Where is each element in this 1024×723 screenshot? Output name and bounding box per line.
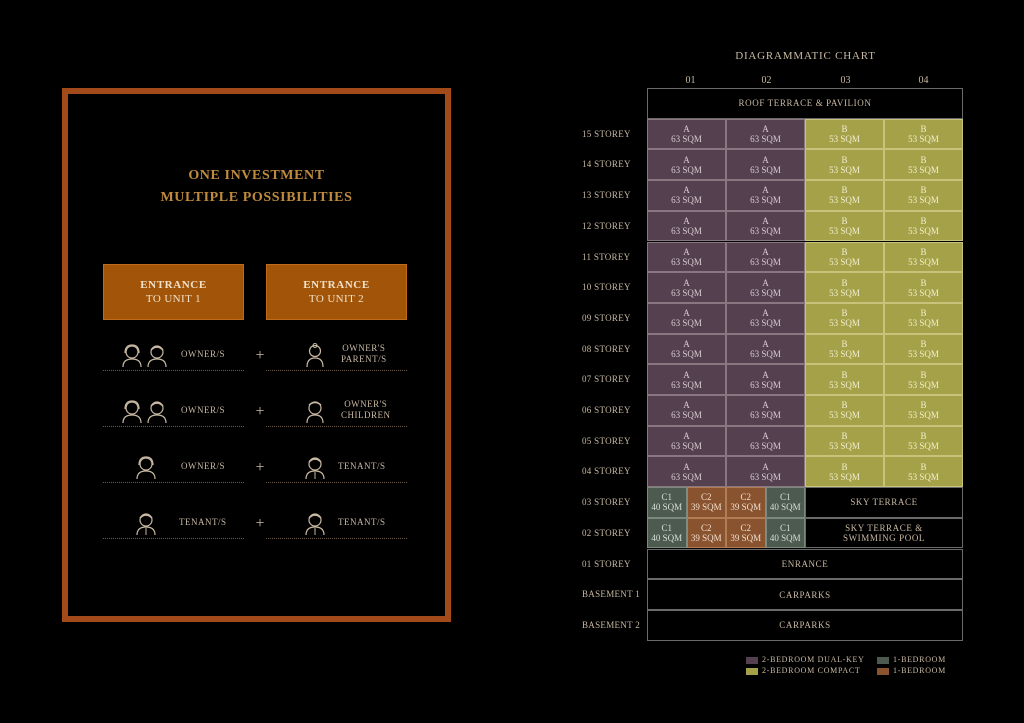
unit-type: A (683, 431, 690, 442)
unit-size: 63 SQM (750, 410, 781, 421)
unit-type: B (920, 154, 927, 165)
unit-cell-a (726, 242, 805, 273)
storey-label: 11 STOREY (582, 251, 631, 262)
unit-size: 39 SQM (730, 502, 762, 513)
unit-type: A (683, 216, 690, 227)
unit-cell-b (805, 426, 884, 457)
row-1-right (266, 341, 407, 371)
unit-size: 53 SQM (829, 410, 860, 421)
storey-label: 01 STOREY (582, 558, 631, 569)
entrance-unit-1 (103, 264, 244, 320)
row-2-right-label-2: CHILDREN (341, 410, 391, 420)
unit-cell-b (884, 395, 963, 426)
legend-item-1-bedroom-brown (877, 665, 946, 676)
unit-cell-b (805, 303, 884, 334)
unit-size: 40 SQM (769, 502, 801, 513)
unit-size: 39 SQM (730, 533, 762, 544)
row-1-left (103, 341, 244, 371)
storey-label: 02 STOREY (582, 527, 631, 538)
elderly-person-icon (304, 343, 326, 367)
legend-swatch-dual-key (746, 657, 758, 664)
tenant-person-icon (304, 455, 326, 479)
storey-label: 13 STOREY (582, 190, 631, 201)
unit-type: B (841, 431, 848, 442)
unit-size: 63 SQM (671, 441, 702, 452)
unit-cell-b (884, 364, 963, 395)
unit-size: 63 SQM (750, 256, 781, 267)
legend-item-1-bedroom-green (877, 654, 946, 665)
unit-size: 53 SQM (829, 379, 860, 390)
male-person-icon (146, 399, 168, 423)
column-label-02: 02 (761, 75, 772, 86)
unit-size: 63 SQM (750, 471, 781, 482)
legend-item-dual-key (746, 654, 865, 665)
unit-type: B (841, 124, 848, 135)
row-4-left (103, 509, 244, 539)
common-area-cell (805, 487, 963, 518)
unit-cell-b (884, 149, 963, 180)
unit-type: A (762, 431, 769, 442)
unit-size: 63 SQM (671, 471, 702, 482)
unit-type: C1 (661, 523, 672, 534)
unit-size: 63 SQM (750, 348, 781, 359)
storey-label: 10 STOREY (582, 282, 631, 293)
common-area-label: SKY TERRACE (850, 497, 918, 508)
unit-type: B (841, 369, 848, 380)
unit-cell-a (726, 211, 805, 242)
unit-type: A (762, 369, 769, 380)
unit-cell-a (726, 456, 805, 487)
unit-size: 53 SQM (908, 195, 939, 206)
unit-cell-a (647, 334, 726, 365)
common-area-label: SKY TERRACE & (845, 523, 923, 534)
column-label-04: 04 (918, 75, 929, 86)
unit-cell-a (726, 180, 805, 211)
unit-cell-c1 (647, 487, 687, 518)
entrance-2-title: ENTRANCE (303, 279, 370, 291)
unit-cell-a (726, 149, 805, 180)
unit-size: 63 SQM (671, 195, 702, 206)
unit-type: B (841, 246, 848, 257)
unit-cell-a (647, 242, 726, 273)
unit-size: 53 SQM (908, 410, 939, 421)
unit-type: B (920, 246, 927, 257)
unit-cell-a (726, 426, 805, 457)
unit-type: B (920, 216, 927, 227)
female-person-icon (135, 455, 157, 479)
unit-cell-b (884, 211, 963, 242)
row-1-right-label (341, 343, 387, 365)
unit-type: A (762, 277, 769, 288)
common-area-cell (647, 88, 963, 119)
row-1-right-label-2: PARENT/S (341, 354, 387, 364)
unit-type: A (762, 400, 769, 411)
entrance-2-sub: TO UNIT 2 (308, 293, 365, 305)
unit-size: 53 SQM (908, 287, 939, 298)
unit-size: 63 SQM (750, 134, 781, 145)
legend-swatch-compact (746, 668, 758, 675)
unit-cell-a (647, 395, 726, 426)
unit-cell-b (805, 180, 884, 211)
unit-type: A (683, 400, 690, 411)
entrance-1-title: ENTRANCE (140, 279, 207, 291)
storey-label: 15 STOREY (582, 128, 631, 139)
row-1-right-label-1: OWNER'S (342, 343, 386, 353)
unit-type: B (841, 308, 848, 319)
unit-type: C1 (661, 492, 672, 503)
storey-label: 12 STOREY (582, 220, 631, 231)
unit-size: 63 SQM (671, 318, 702, 329)
unit-cell-a (647, 119, 726, 150)
unit-type: B (920, 431, 927, 442)
unit-size: 63 SQM (671, 226, 702, 237)
unit-size: 39 SQM (690, 533, 722, 544)
unit-type: C2 (740, 523, 751, 534)
unit-size: 53 SQM (908, 441, 939, 452)
unit-type: B (920, 277, 927, 288)
unit-size: 63 SQM (750, 379, 781, 390)
unit-size: 53 SQM (908, 256, 939, 267)
building-grid (647, 88, 963, 641)
legend-label-1-bedroom-green: 1-BEDROOM (893, 655, 946, 664)
legend-swatch-1-bedroom-green (877, 657, 889, 664)
unit-cell-a (647, 303, 726, 334)
unit-type: B (841, 400, 848, 411)
row-2-right-label-1: OWNER'S (344, 399, 388, 409)
unit-type: A (762, 246, 769, 257)
legend-swatch-1-bedroom-brown (877, 668, 889, 675)
row-2-left (103, 397, 244, 427)
storey-label: BASEMENT 1 (582, 589, 641, 600)
unit-type: A (683, 124, 690, 135)
unit-type: B (920, 338, 927, 349)
legend-item-compact (746, 665, 865, 676)
column-label-01: 01 (685, 75, 696, 86)
headline-line-1: ONE INVESTMENT (188, 168, 325, 183)
unit-size: 53 SQM (829, 134, 860, 145)
unit-type: B (920, 369, 927, 380)
unit-type: B (841, 154, 848, 165)
unit-cell-a (726, 119, 805, 150)
legend-label-dual-key: 2-BEDROOM DUAL-KEY (762, 655, 865, 664)
unit-type: A (683, 308, 690, 319)
unit-type: A (683, 338, 690, 349)
unit-cell-a (726, 334, 805, 365)
unit-size: 40 SQM (651, 502, 683, 513)
unit-cell-b (805, 149, 884, 180)
unit-size: 63 SQM (750, 164, 781, 175)
unit-type: B (841, 461, 848, 472)
unit-cell-b (805, 334, 884, 365)
entrance-unit-2 (266, 264, 407, 320)
unit-type: B (920, 124, 927, 135)
row-2-right-label (341, 399, 391, 421)
unit-type: A (762, 216, 769, 227)
unit-size: 53 SQM (908, 318, 939, 329)
plus-sign: + (255, 347, 265, 364)
unit-cell-b (884, 426, 963, 457)
unit-type: A (762, 185, 769, 196)
unit-type: B (920, 400, 927, 411)
unit-cell-b (884, 180, 963, 211)
unit-size: 63 SQM (671, 348, 702, 359)
unit-size: 63 SQM (750, 287, 781, 298)
unit-cell-a (726, 395, 805, 426)
common-area-label: CARPARKS (779, 620, 831, 631)
unit-type: A (762, 461, 769, 472)
unit-cell-a (647, 211, 726, 242)
row-2-right (266, 397, 407, 427)
unit-cell-b (884, 242, 963, 273)
unit-cell-a (647, 364, 726, 395)
unit-size: 63 SQM (750, 318, 781, 329)
unit-size: 63 SQM (750, 226, 781, 237)
unit-type: C1 (779, 492, 791, 503)
row-4-right-label: TENANT/S (338, 517, 386, 527)
unit-cell-b (884, 303, 963, 334)
unit-size: 53 SQM (829, 471, 860, 482)
common-area-label-2: SWIMMING POOL (842, 533, 926, 544)
unit-size: 53 SQM (829, 226, 860, 237)
row-4-left-label: TENANT/S (179, 517, 227, 527)
unit-cell-b (884, 119, 963, 150)
unit-size: 39 SQM (690, 502, 722, 513)
column-label-03: 03 (840, 75, 851, 86)
unit-size: 53 SQM (829, 195, 860, 206)
row-1-left-label: OWNER/S (181, 349, 225, 359)
unit-size: 53 SQM (829, 441, 860, 452)
unit-cell-c2 (726, 487, 766, 518)
unit-size: 53 SQM (908, 471, 939, 482)
unit-size: 63 SQM (671, 134, 702, 145)
plus-sign: + (255, 403, 265, 420)
unit-cell-b (805, 456, 884, 487)
unit-type: B (841, 338, 848, 349)
female-person-icon (121, 343, 143, 367)
unit-type: A (683, 369, 690, 380)
unit-cell-a (726, 364, 805, 395)
row-3-left-label: OWNER/S (181, 461, 225, 471)
unit-type: C2 (700, 523, 712, 534)
unit-type: A (683, 185, 690, 196)
row-3-right (266, 453, 407, 483)
unit-cell-b (805, 364, 884, 395)
unit-size: 40 SQM (651, 533, 683, 544)
unit-type: A (762, 154, 769, 165)
unit-size: 53 SQM (908, 134, 939, 145)
unit-type: B (920, 461, 927, 472)
storey-label: 03 STOREY (582, 497, 631, 508)
chart-title: DIAGRAMMATIC CHART (735, 50, 876, 62)
unit-size: 53 SQM (908, 348, 939, 359)
possibilities-panel (62, 88, 451, 622)
unit-cell-c1 (766, 487, 806, 518)
unit-size: 63 SQM (671, 410, 702, 421)
unit-cell-c1 (647, 518, 687, 549)
row-2-left-label: OWNER/S (181, 405, 225, 415)
unit-type: A (683, 154, 690, 165)
legend-label-1-bedroom-brown: 1-BEDROOM (893, 666, 946, 675)
unit-cell-b (805, 395, 884, 426)
unit-type: A (683, 277, 690, 288)
unit-size: 63 SQM (671, 379, 702, 390)
unit-type: B (920, 308, 927, 319)
unit-cell-a (726, 272, 805, 303)
unit-type: A (683, 461, 690, 472)
female-person-icon (121, 399, 143, 423)
unit-size: 63 SQM (750, 195, 781, 206)
unit-type: A (762, 124, 769, 135)
unit-cell-b (805, 242, 884, 273)
unit-cell-b (884, 334, 963, 365)
unit-type: A (762, 308, 769, 319)
unit-type: B (841, 216, 848, 227)
unit-cell-b (805, 211, 884, 242)
unit-size: 63 SQM (671, 287, 702, 298)
common-area-label: CARPARKS (779, 589, 831, 600)
unit-size: 53 SQM (829, 318, 860, 329)
row-3-right-label: TENANT/S (338, 461, 386, 471)
unit-type: C2 (740, 492, 751, 503)
unit-type: C2 (700, 492, 712, 503)
unit-size: 63 SQM (671, 256, 702, 267)
unit-cell-c1 (766, 518, 806, 549)
unit-cell-b (884, 456, 963, 487)
tenant-person-icon (304, 511, 326, 535)
common-area-cell (647, 610, 963, 641)
unit-size: 40 SQM (769, 533, 801, 544)
unit-cell-b (884, 272, 963, 303)
unit-cell-a (647, 149, 726, 180)
unit-size: 63 SQM (671, 164, 702, 175)
storey-label: 05 STOREY (582, 435, 631, 446)
unit-size: 53 SQM (829, 287, 860, 298)
row-4-right (266, 509, 407, 539)
legend-right (877, 654, 946, 676)
unit-cell-b (805, 272, 884, 303)
common-area-cell (647, 579, 963, 610)
storey-label: 04 STOREY (582, 466, 631, 477)
unit-size: 53 SQM (908, 164, 939, 175)
common-area-cell (805, 518, 963, 549)
storey-label: 06 STOREY (582, 405, 631, 415)
common-area-cell (647, 549, 963, 580)
storey-label: 08 STOREY (582, 343, 631, 354)
plus-sign: + (255, 459, 265, 476)
unit-type: B (920, 185, 927, 196)
legend-label-compact: 2-BEDROOM COMPACT (762, 666, 861, 675)
unit-cell-a (726, 303, 805, 334)
unit-cell-a (647, 180, 726, 211)
male-person-icon (146, 343, 168, 367)
unit-type: C1 (779, 523, 791, 534)
unit-cell-c2 (726, 518, 766, 549)
child-person-icon (304, 399, 326, 423)
common-area-label: ROOF TERRACE & PAVILION (738, 98, 872, 109)
unit-type: A (762, 338, 769, 349)
entrance-1-sub: TO UNIT 1 (145, 293, 202, 305)
row-3-left (103, 453, 244, 483)
unit-size: 53 SQM (829, 348, 860, 359)
unit-size: 63 SQM (750, 441, 781, 452)
unit-type: B (841, 277, 848, 288)
unit-type: B (841, 185, 848, 196)
plus-sign: + (255, 515, 265, 532)
unit-type: A (683, 246, 690, 257)
storey-label: 09 STOREY (582, 312, 631, 323)
tenant-person-icon (135, 511, 157, 535)
unit-cell-c2 (687, 518, 727, 549)
unit-size: 53 SQM (908, 226, 939, 237)
unit-cell-a (647, 272, 726, 303)
unit-cell-c2 (687, 487, 727, 518)
unit-size: 53 SQM (829, 256, 860, 267)
unit-cell-b (805, 119, 884, 150)
common-area-label: ENRANCE (781, 558, 829, 569)
storey-label: BASEMENT 2 (582, 619, 641, 630)
unit-cell-a (647, 426, 726, 457)
storey-label: 14 STOREY (582, 159, 631, 170)
legend-left (746, 654, 865, 676)
unit-size: 53 SQM (908, 379, 939, 390)
unit-cell-a (647, 456, 726, 487)
storey-label: 07 STOREY (582, 374, 631, 385)
unit-size: 53 SQM (829, 164, 860, 175)
headline-line-2: MULTIPLE POSSIBILITIES (160, 190, 353, 205)
